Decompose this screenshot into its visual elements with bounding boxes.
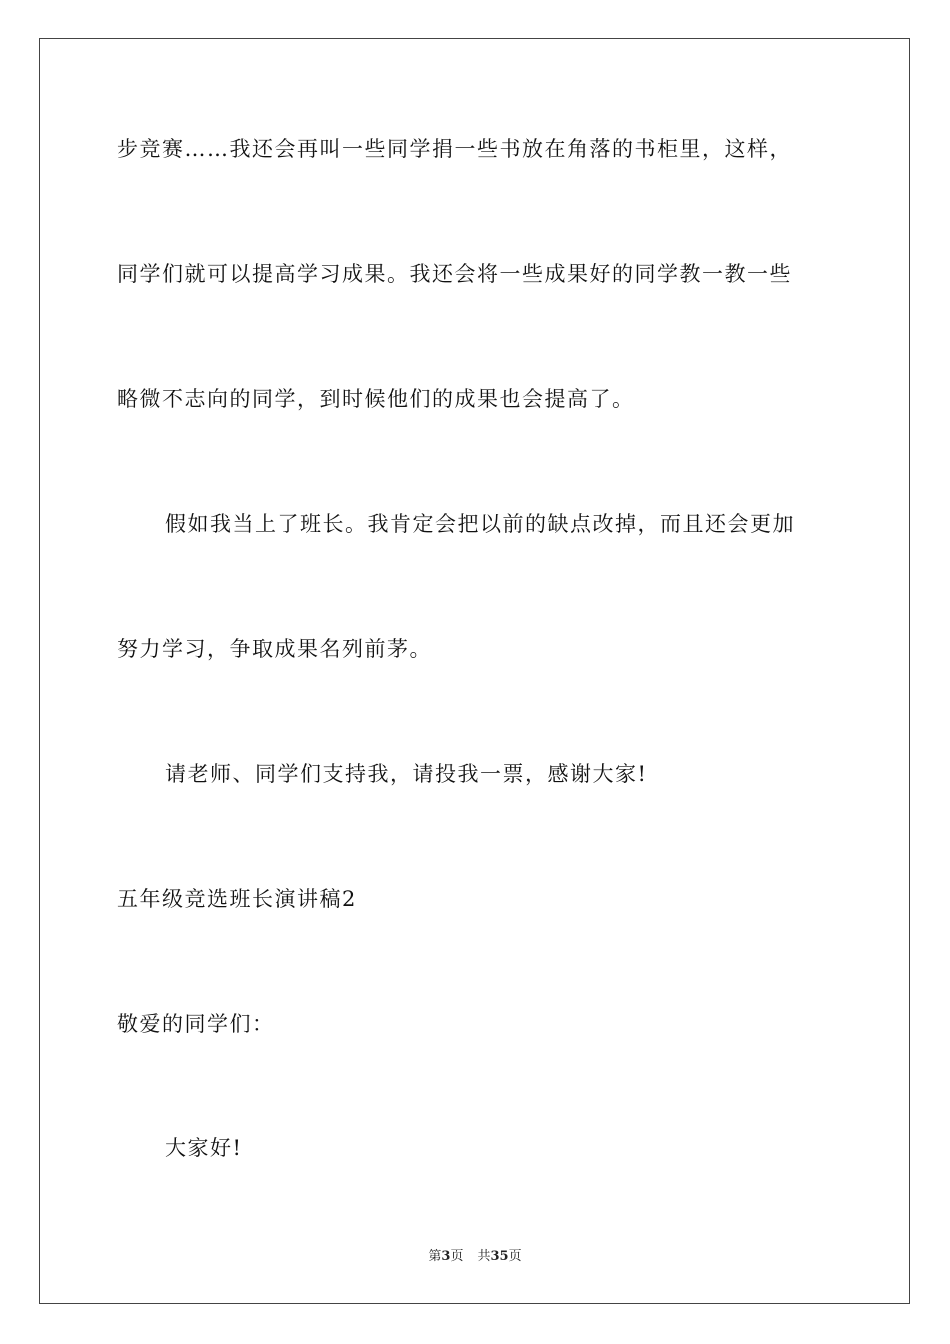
footer-page-prefix: 第: [428, 1249, 442, 1264]
paragraph-line-3: 略微不志向的同学，到时候他们的成果也会提高了。: [117, 387, 635, 411]
paragraph-line-6: 请老师、同学们支持我，请投我一票，感谢大家!: [165, 762, 648, 786]
paragraph-line-5: 努力学习，争取成果名列前茅。: [117, 637, 432, 661]
paragraph-line-2: 同学们就可以提高学习成果。我还会将一些成果好的同学教一教一些: [117, 262, 792, 286]
footer-total-suffix: 页: [508, 1249, 522, 1264]
section-title: 五年级竞选班长演讲稿2: [117, 887, 357, 911]
greeting: 大家好!: [165, 1136, 243, 1160]
footer-total-prefix: 共: [477, 1249, 491, 1264]
page-footer: [0, 1248, 950, 1266]
footer-page-number: 3: [441, 1249, 451, 1264]
paragraph-line-1: 步竞赛……我还会再叫一些同学捐一些书放在角落的书柜里，这样，: [117, 137, 792, 161]
footer-page-suffix: 页: [450, 1249, 464, 1264]
salutation: 敬爱的同学们：: [117, 1012, 275, 1036]
page-frame: [39, 38, 910, 1304]
footer-total-pages: 35: [490, 1249, 509, 1264]
paragraph-line-4: 假如我当上了班长。我肯定会把以前的缺点改掉，而且还会更加: [165, 512, 795, 536]
